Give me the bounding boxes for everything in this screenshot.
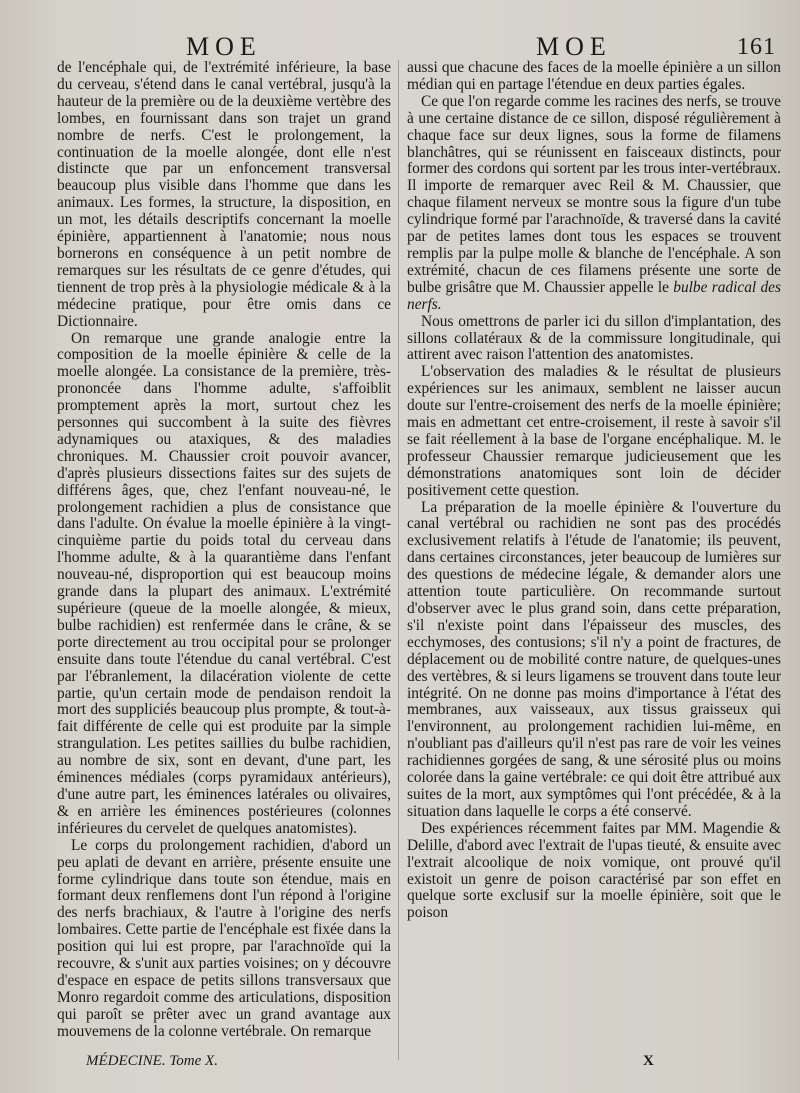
column-divider — [398, 60, 399, 1060]
paragraph: aussi que chacune des faces de la moelle épinière a un sillon médian qui en partage l'étendue en deux parties égales. — [407, 59, 781, 93]
left-column — [57, 60, 391, 1041]
paragraph: On remarque une grande analogie entre la composition de la moelle épinière & celle de la moelle alongée. La consistance de la première, très-prononcée dans l'homme adulte, s'affoiblit promptement après la mort, surtout chez les personnes qui succombent à la suite des fièvres adynamiques ou ataxiques, & des maladies chroniques. M. Chaussier croit pouvoir avancer, d'après plusieurs dissections faites sur des sujets de différens âges, que, chez l'enfant nouveau-né, le prolongement rachidien a plus de consistance que dans l'adulte. On évalue la moelle épinière à la vingt-cinquième partie du poids total du cerveau dans l'homme adulte, & à la quarantième dans l'enfant nouveau-né, disproportion qui est beaucoup moins grande dans la plupart des animaux. L'extrémité supérieure (queue de la moelle alongée, & mieux, bulbe rachidien) est renfermée dans le crâne, & se porte directement au trou occipital pour se prolonger ensuite dans toute l'étendue du canal vertébral. C'est par l'ébranlement, la dilacération violente de cette partie, qu'un certain mode de pendaison rendoit la mort des suppliciés beaucoup plus prompte, & tout-à-fait différente de celle qui est produite par la simple strangulation. Les petites saillies du bulbe rachidien, au nombre de six, sont en devant, d'une part, les éminences médiales (corps pyramidaux antérieurs), d'une autre part, les éminences latérales ou olivaires, & en arrière les éminences postérieures (colonnes inférieures du cervelet de quelques anatomistes). — [57, 329, 391, 837]
paragraph: La préparation de la moelle épinière & l'ouverture du canal vertébral ou rachidien ne sont pas des procédés exclusivement relatifs à l'étude de l'anatomie; ils peuvent, dans certaines circonstances, jeter beaucoup de lumières sur des questions de médecine légale, & demander alors une attention toute particulière. On recommande surtout d'observer avec le plus grand soin, dans cette préparation, s'il n'existe point dans l'épaisseur des muscles, des ecchymoses, des contusions; s'il n'y a point de fractures, de déplacement ou de mobilité contre nature, de quelques-unes des vertèbres, & si leurs ligamens se trouvent dans toute leur intégrité. On ne donne pas moins d'importance à l'état des membranes, aux vaisseaux, aux tissus graisseux qui l'environnent, au prolongement rachidien lui-même, en n'oubliant pas d'ailleurs qu'il n'est pas rare de voir les veines rachidiennes gorgées de sang, & une sérosité plus ou moins colorée dans la gaine vertébrale: ce qui doit être attribué aux suites de la mort, aux symptômes qui l'ont précédée, & à la situation dans laquelle le corps a été conservé. — [407, 498, 781, 820]
paragraph: Nous omettrons de parler ici du sillon d'implantation, des sillons collatéraux & de la commissure longitudinale, qui attirent avec raison l'attention des anatomistes. — [407, 312, 781, 364]
header-left-title: MOE — [186, 32, 262, 61]
paragraph: de l'encéphale qui, de l'extrémité inférieure, la base du cerveau, s'étend dans le canal vertébral, jusqu'à la hauteur de la première ou de la deuxième vertèbre des lombes, en fournissant dans son trajet un grand nombre de nerfs. C'est le prolongement, la continuation de la moelle alongée, dont elle n'est distincte que par un enfoncement transversal beaucoup plus visible dans l'homme que dans les animaux. Les formes, la structure, la disposition, en un mot, les détails descriptifs concernant la moelle épinière, appartiennent à l'anatomie; nous nous bornerons en conséquence à un petit nombre de remarques sur les résultats de ce genre d'études, qui tiennent de trop près à la physiologie médicale & à la médecine pratique, pour être omis dans ce Dictionnaire. — [57, 59, 391, 330]
page-number: 161 — [737, 34, 776, 60]
paragraph-text: Ce que l'on regarde comme les racines des nerfs, se trouve à une certaine distance de ce sillon, disposé régulièrement à chaque face sur deux lignes, sous la forme de filamens blanchâtres, qui se réunissent en faisceaux distincts, pour former des cordons qui sortent par les trous inter-vertébraux. Il importe de remarquer avec Reil & M. Chaussier, que chaque filament nerveux se montre sous la figure d'un tube cylindrique formé par l'arachnoïde, & traversé dans la cavité par de petites lames dont tous les espaces se trouvent remplis par la pulpe molle & blanche de l'encéphale. A son extrémité, chacun de ces filamens présente une sorte de bulbe grisâtre que M. Chaussier appelle le — [407, 92, 781, 296]
header-right-title: MOE — [536, 32, 612, 61]
footer-signature-mark: X — [643, 1053, 654, 1069]
right-column — [407, 60, 781, 922]
paragraph: L'observation des maladies & le résultat de plusieurs expériences sur les animaux, semblent ne laisser aucun doute sur l'entre-croisement des nerfs de la moelle épinière; mais en admettant cet entre-croisement, il reste à savoir s'il se fait réellement à la base de l'organe encéphalique. M. le professeur Chaussier remarque judicieusement que les démonstrations anatomiques sont loin de décider positivement cette question. — [407, 363, 781, 499]
paragraph: Des expériences récemment faites par MM. Magendie & Delille, d'abord avec l'extrait de l'upas tieuté, & ensuite avec l'extrait alcoolique de noix vomique, ont prouvé qu'il existoit un genre de poison caractérisé par son effet en quelque sorte exclusif sur la moelle épinière, soit que le poison — [407, 819, 781, 922]
paragraph — [407, 94, 781, 314]
footer-signature: MÉDECINE. Tome X. — [86, 1053, 218, 1069]
paragraph: Le corps du prolongement rachidien, d'abord un peu aplati de devant en arrière, présente ensuite une forme cylindrique dans toute son étendue, mais en formant deux renflemens dont l'un répond à l'origine des nerfs brachiaux, & l'autre à l'origine des nerfs lombaires. Cette partie de l'encéphale est fixée dans la position qui lui est propre, par l'arachnoïde qui la recouvre, & s'unit aux parties voisines; on y découvre d'espace en espace de petits sillons transversaux que Monro regardoit comme des articulations, disposition qui paroît se prêter avec un grand avantage aux mouvemens de la colonne vertébrale. On remarque — [57, 836, 391, 1040]
term-bulbe-radical: bulbe radical des nerfs. — [407, 278, 781, 313]
